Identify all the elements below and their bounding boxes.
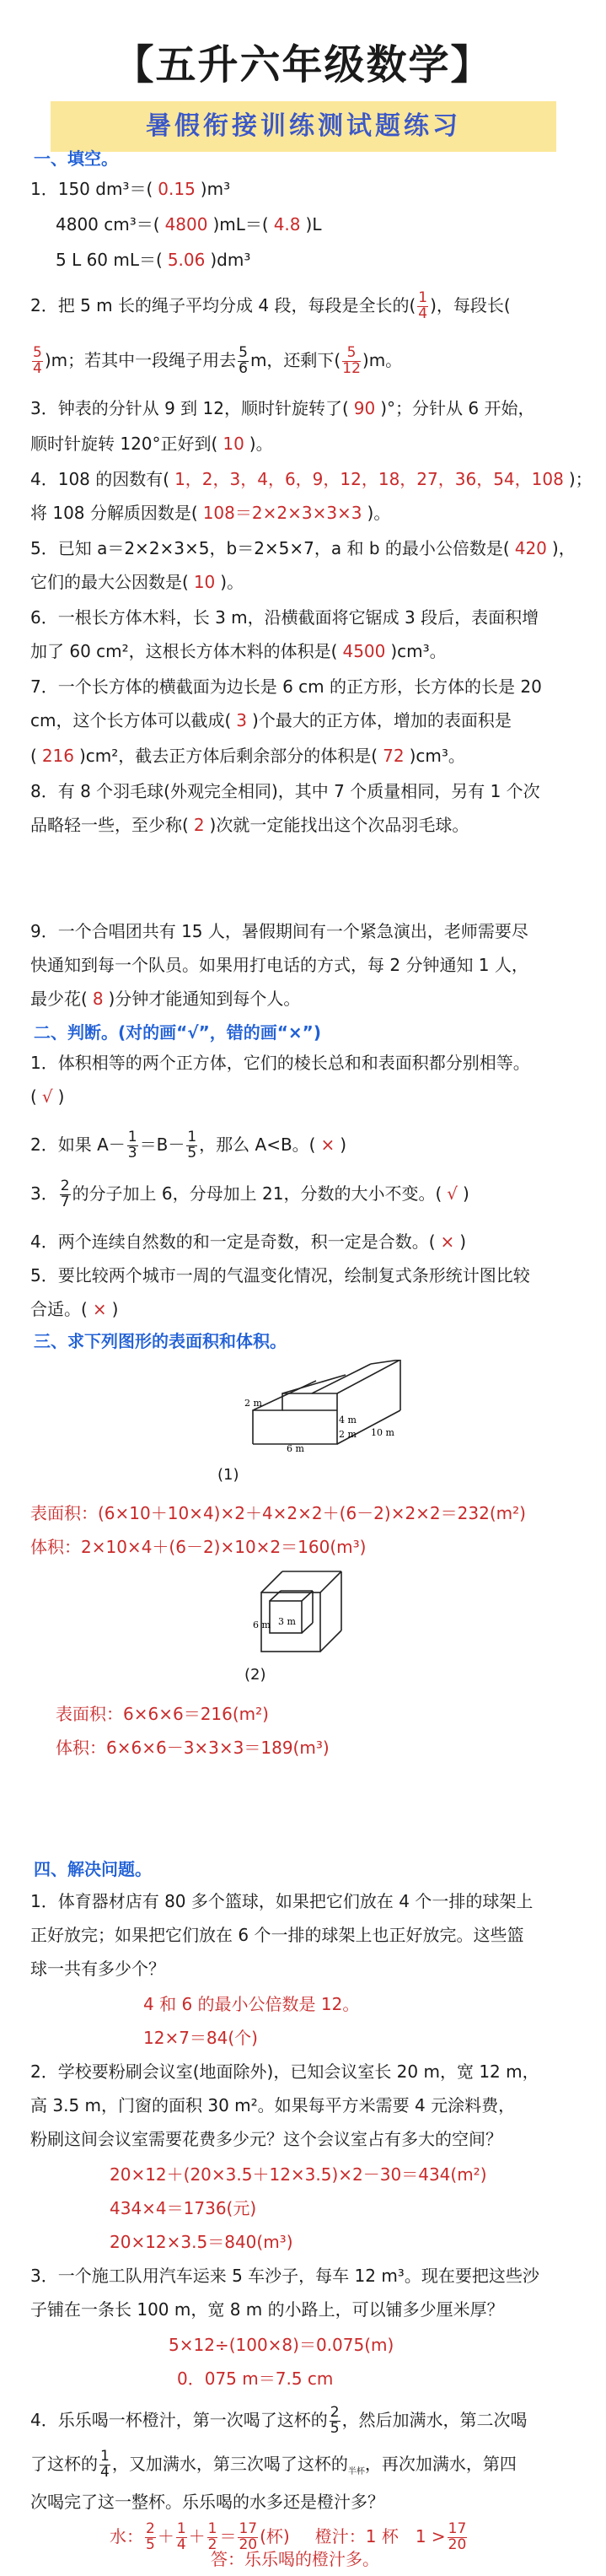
- j1-answer: √: [41, 1086, 53, 1107]
- p4b-small-note: 半杯: [347, 2466, 365, 2476]
- q4a-text: 4．108 的因数有(: [30, 469, 170, 489]
- p4-ans-juice: 橙汁：1 杯 1 >: [314, 2525, 446, 2546]
- q7-line-c: [30, 744, 465, 768]
- subtitle-text: 暑假衔接训练测试题练习: [146, 111, 461, 141]
- q6b-text: 加了 60 cm²，这根长方体木料的体积是(: [30, 641, 338, 661]
- fig1-dim-3: 2 m: [339, 1429, 357, 1440]
- q6b-text-end: )cm³。: [390, 641, 447, 661]
- q8b-text: 品略轻一些，至少称(: [30, 815, 189, 835]
- p4b-fraction: $\frac{1}{4}$: [100, 2448, 110, 2481]
- p4-ans-equals: ＝: [219, 2525, 237, 2546]
- p2-answer-1: 20×12＋(20×3.5＋12×3.5)×2－30＝434(m²): [110, 2164, 487, 2185]
- j5-line-a: 5．要比较两个城市一周的气温变化情况，绘制复式条形统计图比较: [30, 1265, 530, 1285]
- q7b-text-end: )个最大的正方体，增加的表面积是: [252, 710, 512, 730]
- j2-answer: ×: [320, 1134, 335, 1155]
- q2b-fraction-2: $\frac{5}{6}$: [239, 344, 248, 377]
- q2-line-b: [30, 346, 402, 377]
- page-title: 【五升六年级数学】: [113, 41, 493, 89]
- fig2-dim-1: 3 m: [278, 1616, 296, 1627]
- fig1-area-answer: 表面积：(6×10＋10×4)×2＋4×2×2＋(6－2)×2×2＝232(m²): [30, 1503, 526, 1523]
- q1-line-a: [30, 177, 230, 201]
- p2-line-a: 2．学校要粉刷会议室(地面除外)，已知会议室长 20 m，宽 12 m，: [30, 2061, 539, 2082]
- q7b-text: cm，这个长方体可以截成(: [30, 710, 232, 730]
- q9c-answer: 8: [92, 989, 104, 1009]
- q6b-answer: 4500: [342, 641, 386, 661]
- j2-text-mid-2: ，那么 A<B。(: [199, 1134, 316, 1155]
- j3-fraction: $\frac{2}{7}$: [60, 1178, 70, 1210]
- subtitle-banner: [51, 101, 556, 152]
- p1-answer-2: 12×7＝84(个): [143, 2028, 258, 2048]
- q4b-text: 将 108 分解质因数是(: [30, 503, 198, 523]
- p4b-text-mid: ，又加满水，第三次喝了这杯的: [111, 2453, 348, 2474]
- figure-2-label: (2): [244, 1666, 266, 1684]
- p2-line-b: 高 3.5 m，门窗的面积 30 m²。如果每平方米需要 4 元涂料费，: [30, 2095, 516, 2115]
- q8-line-b: [30, 813, 469, 837]
- j2-fraction-1: $\frac{1}{3}$: [127, 1129, 137, 1161]
- p4-ans-fraction-4: $\frac{17}{20}$: [239, 2520, 258, 2553]
- fig1-dim-1: 2 m: [244, 1398, 262, 1409]
- q5b-text: 它们的最大公因数是(: [30, 572, 189, 592]
- j4-line: [30, 1230, 466, 1253]
- p3-line-b: 子铺在一条长 100 m，宽 8 m 的小路上，可以铺多少厘米厚？: [30, 2299, 504, 2320]
- q5a-answer: 420: [514, 538, 547, 558]
- q1c-text: 5 L 60 mL＝(: [56, 250, 163, 270]
- p4-ans-fraction-5: $\frac{17}{20}$: [448, 2520, 467, 2553]
- q4b-answer: 108＝2×2×3×3×3: [202, 503, 362, 523]
- j5-line-b: [30, 1297, 118, 1321]
- q1a-text: 1．150 dm³＝(: [30, 179, 153, 199]
- q4-line-a: [30, 467, 593, 491]
- p4-ans-plus-1: ＋: [157, 2525, 174, 2546]
- p1-answer-1: 4 和 6 的最小公倍数是 12。: [143, 1994, 360, 2014]
- fig2-dim-2: 6 m: [253, 1619, 271, 1630]
- j3-close: ): [463, 1183, 469, 1204]
- figure-1-label: (1): [217, 1466, 239, 1484]
- q9-line-b: 快通知到每一个队员。如果用打电话的方式，每 2 分钟通知 1 人，: [30, 955, 528, 975]
- fig2-area-answer: 表面积：6×6×6＝216(m²): [56, 1704, 269, 1724]
- q1b-answer-2: 4.8: [273, 214, 301, 234]
- p1-line-c: 球一共有多少个？: [30, 1959, 165, 1979]
- j3-answer: √: [447, 1183, 459, 1204]
- section-heading-problems: 四、解决问题。: [34, 1859, 152, 1879]
- q7c-text-mid: )cm²，截去正方体后剩余部分的体积是(: [79, 746, 378, 766]
- q3a-answer: 90: [353, 398, 376, 418]
- q2b-fraction-3: $\frac{5}{12}$: [342, 344, 361, 377]
- j1-close: ): [57, 1086, 65, 1107]
- q3a-text-end: )°；分针从 6 开始，: [380, 398, 535, 418]
- p2-answer-3: 20×12×3.5＝840(m³): [110, 2232, 293, 2252]
- fig1-dim-2: 4 m: [339, 1415, 357, 1425]
- q1-line-c: [56, 248, 250, 272]
- q1c-text-end: )dm³: [210, 250, 251, 270]
- q4a-answer: 1，2，3，4，6，9，12，18，27，36，54，108: [174, 469, 564, 489]
- q9c-text-end: )分钟才能通知到每个人。: [108, 989, 301, 1009]
- p4b-text: 了这杯的: [30, 2453, 98, 2474]
- p4a-fraction: $\frac{2}{5}$: [330, 2404, 340, 2437]
- q7b-answer: 3: [236, 710, 248, 730]
- q4a-text-end: )；: [568, 469, 593, 489]
- j2-text: 2．如果 A－: [30, 1134, 126, 1155]
- q1b-text-mid: )mL＝(: [212, 214, 269, 234]
- q2-text: 2．把 5 m 长的绳子平均分成 4 段，每段是全长的(: [30, 294, 416, 315]
- j1-line-b: [30, 1085, 64, 1108]
- q3b-text-end: )。: [249, 434, 273, 454]
- q1a-answer: 0.15: [158, 179, 196, 199]
- j5-close: ): [111, 1299, 119, 1319]
- q5a-text-end: )，: [551, 538, 576, 558]
- q6-line-a: 6．一根长方体木料，长 3 m，沿横截面将它锯成 3 段后，表面积增: [30, 607, 539, 628]
- q7c-answer: 216: [41, 746, 74, 766]
- p4-line-b: [30, 2449, 517, 2484]
- q1b-text: 4800 cm³＝(: [56, 214, 160, 234]
- p3-answer-2: 0．075 m＝7.5 cm: [177, 2369, 334, 2389]
- section-heading-fill-blank: 一、填空。: [34, 148, 118, 169]
- q3a-text: 3．钟表的分针从 9 到 12，顺时针旋转了(: [30, 398, 349, 418]
- p1-line-b: 正好放完；如果把它们放在 6 个一排的球架上也正好放完。这些篮: [30, 1925, 524, 1945]
- fig1-volume-answer: 体积：2×10×4＋(6－2)×10×2＝160(m³): [30, 1537, 367, 1557]
- q4b-text-end: )。: [367, 503, 391, 523]
- q8b-answer: 2: [193, 815, 205, 835]
- p4a-text: 4．乐乐喝一杯橙汁，第一次喝了这杯的: [30, 2409, 328, 2430]
- q1-line-b: [56, 213, 321, 236]
- q2b-fraction-1: $\frac{5}{4}$: [33, 344, 42, 377]
- p4-final-answer: 答：乐乐喝的橙汁多。: [211, 2549, 379, 2569]
- p2-line-c: 粉刷这间会议室需要花费多少元？这个会议室占有多大的空间？: [30, 2129, 502, 2149]
- fig2-volume-answer: 体积：6×6×6－3×3×3＝189(m³): [56, 1738, 330, 1758]
- q2b-text: )m；若其中一段绳子用去: [44, 349, 237, 370]
- q1c-answer: 5.06: [167, 250, 206, 270]
- q1a-text-end: )m³: [200, 179, 231, 199]
- q2b-text-end: )m。: [362, 349, 403, 370]
- p4-ans-fraction-3: $\frac{1}{2}$: [207, 2520, 217, 2553]
- p4a-text-end: ，然后加满水，第二次喝: [341, 2409, 528, 2430]
- q7c-answer-2: 72: [383, 746, 405, 766]
- q7-line-a: 7．一个长方体的横截面为边长是 6 cm 的正方形，长方体的长是 20: [30, 676, 542, 697]
- j5-answer: ×: [92, 1299, 107, 1319]
- q7-line-b: [30, 709, 512, 732]
- q9c-text: 最少花(: [30, 989, 88, 1009]
- j2-line: [30, 1130, 346, 1161]
- q2b-text-mid: m，还剩下(: [249, 349, 341, 370]
- q2-line-a: [30, 291, 511, 322]
- q3-line-b: [30, 432, 273, 455]
- p4b-text-end: ，再次加满水，第四: [364, 2453, 517, 2474]
- q3-line-a: [30, 396, 534, 420]
- p4-ans-fraction-2: $\frac{1}{4}$: [176, 2520, 186, 2553]
- q5a-text: 5．已知 a＝2×2×3×5，b＝2×5×7，a 和 b 的最小公倍数是(: [30, 538, 510, 558]
- cube-with-notch-figure: [253, 1567, 354, 1660]
- p4-line-c: 次喝完了这一整杯。乐乐喝的水多还是橙汁多？: [30, 2492, 384, 2512]
- q1b-text-end: )L: [305, 214, 322, 234]
- q7c-text-end: )cm³。: [409, 746, 465, 766]
- p4-ans-plus-2: ＋: [188, 2525, 206, 2546]
- j4-text: 4．两个连续自然数的和一定是奇数，积一定是合数。(: [30, 1231, 436, 1252]
- j4-close: ): [459, 1231, 467, 1252]
- section-heading-judge: 二、判断。(对的画“√”，错的画“×”): [34, 1022, 321, 1043]
- p4-ans-unit: (杯): [260, 2525, 290, 2546]
- q9-line-a: 9．一个合唱团共有 15 人，暑假期间有一个紧急演出，老师需要尽: [30, 921, 528, 941]
- q5-line-a: [30, 536, 576, 560]
- p3-line-a: 3．一个施工队用汽车运来 5 车沙子，每车 12 m³。现在要把这些沙: [30, 2266, 539, 2286]
- q8b-text-end: )次就一定能找出这个次品羽毛球。: [209, 815, 469, 835]
- fig1-dim-4: 6 m: [287, 1443, 304, 1452]
- p4-ans-fraction-1: $\frac{2}{5}$: [146, 2520, 155, 2553]
- stepped-solid-figure: [244, 1360, 421, 1452]
- j2-close: ): [340, 1134, 347, 1155]
- q5b-text-end: )。: [220, 572, 244, 592]
- q5-line-b: [30, 570, 244, 594]
- p3-answer-1: 5×12÷(100×8)＝0.075(m): [169, 2335, 394, 2355]
- j2-fraction-2: $\frac{1}{5}$: [187, 1129, 197, 1161]
- j3-text-mid: 的分子加上 6，分母加上 21，分数的大小不变。(: [72, 1183, 442, 1204]
- q9-line-c: [30, 987, 300, 1010]
- q3b-answer: 10: [223, 434, 244, 454]
- j5-text: 合适。(: [30, 1299, 88, 1319]
- q2-text-end: )，每段长(: [430, 294, 511, 315]
- q5b-answer: 10: [193, 572, 216, 592]
- q3b-text: 顺时针旋转 120°正好到(: [30, 434, 218, 454]
- q4-line-b: [30, 501, 390, 525]
- j1-open: (: [30, 1086, 37, 1107]
- section-heading-geometry: 三、求下列图形的表面积和体积。: [34, 1331, 287, 1351]
- j2-text-mid: ＝B－: [139, 1134, 185, 1155]
- p4-line-a: [30, 2406, 528, 2437]
- j4-answer: ×: [440, 1231, 455, 1252]
- fig1-dim-5: 10 m: [371, 1427, 394, 1438]
- q7c-text: (: [30, 746, 37, 766]
- p1-line-a: 1．体育器材店有 80 多个篮球，如果把它们放在 4 个一排的球架上: [30, 1891, 534, 1911]
- j3-line: [30, 1179, 469, 1210]
- q1b-answer: 4800: [164, 214, 208, 234]
- q2-fraction-1: $\frac{1}{4}$: [418, 289, 428, 322]
- j1-line-a: 1．体积相等的两个正方体，它们的棱长总和和表面积都分别相等。: [30, 1053, 530, 1073]
- p4-ans-water-label: 水：: [110, 2525, 143, 2546]
- j3-text: 3．: [30, 1183, 58, 1204]
- q8-line-a: 8．有 8 个羽毛球(外观完全相同)，其中 7 个质量相同，另有 1 个次: [30, 781, 540, 801]
- p2-answer-2: 434×4＝1736(元): [110, 2198, 257, 2218]
- q6-line-b: [30, 639, 447, 663]
